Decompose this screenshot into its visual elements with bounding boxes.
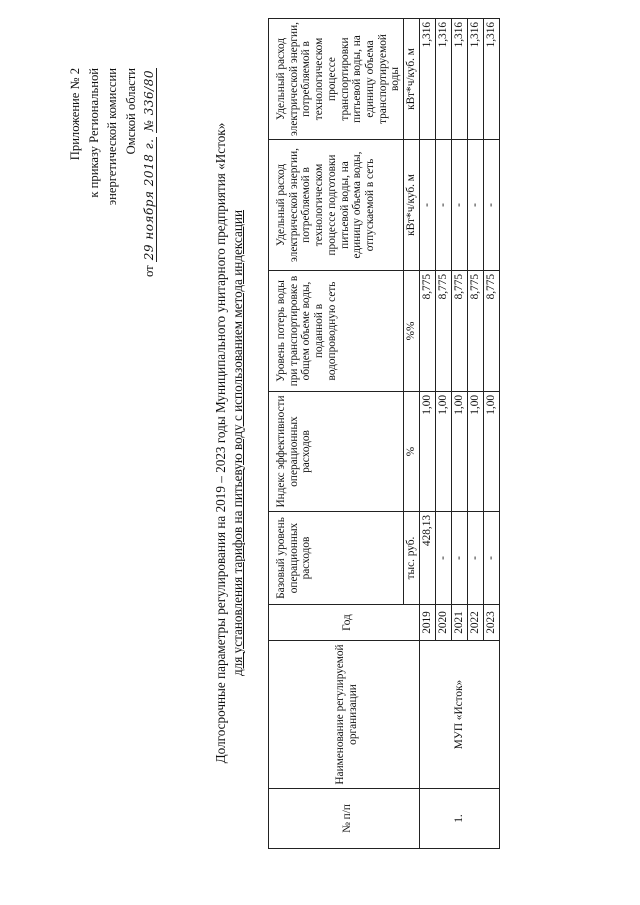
cell-water-losses: 8,775 xyxy=(484,271,500,392)
cell-energy-transport: 1,316 xyxy=(436,19,452,140)
table-row xyxy=(420,19,436,849)
cell-base-opex: - xyxy=(452,512,468,605)
cell-energy-transport: 1,316 xyxy=(468,19,484,140)
header-organization: Наименование регулируемой организации xyxy=(269,641,420,789)
header-energy-transport: Удельный расход электрической энергии, потребляемой в технологическом процессе транспортировки питьевой воды, на единицу объема транспортируемой воды xyxy=(269,19,404,140)
header-efficiency-index: Индекс эффективности операционных расходов xyxy=(269,392,404,512)
cell-energy-transport: 1,316 xyxy=(452,19,468,140)
cell-year: 2022 xyxy=(468,605,484,641)
date-prefix: от xyxy=(142,265,156,277)
appendix-number: Приложение № 2 xyxy=(68,68,82,161)
cell-year: 2021 xyxy=(452,605,468,641)
appendix-region: Омской области xyxy=(123,68,138,155)
cell-year: 2019 xyxy=(420,605,436,641)
title-line-2: для установления тарифов на питьевую воду с использованием метода индексации xyxy=(229,209,245,677)
cell-energy-preparation: - xyxy=(484,140,500,271)
cell-efficiency-index: 1,00 xyxy=(420,392,436,512)
header-base-opex: Базовый уровень операционных расходов xyxy=(269,512,404,605)
header-energy-preparation: Удельный расход электрической энергии, потребляемой в технологическом процессе подготовки питьевой воды, на единицу объема воды, отпускаемой в сеть xyxy=(269,140,404,271)
unit-base-opex: тыс. руб. xyxy=(404,512,420,605)
cell-energy-transport: 1,316 xyxy=(420,19,436,140)
header-water-losses: Уровень потерь воды при транспортировке в общем объеме воды, поданной в водопроводную сеть xyxy=(269,271,404,392)
organization-name: МУП «Исток» xyxy=(420,641,500,789)
unit-energy-preparation: кВт*ч/куб. м xyxy=(404,140,420,271)
header-year: Год xyxy=(269,605,420,641)
unit-energy-transport: кВт*ч/куб. м xyxy=(404,19,420,140)
cell-water-losses: 8,775 xyxy=(436,271,452,392)
cell-water-losses: 8,775 xyxy=(452,271,468,392)
title-line-1: Долгосрочные параметры регулирования на 2019 – 2023 годы Муниципального унитарного предприятия «Исток» xyxy=(213,122,228,764)
handwritten-number: № 336/80 xyxy=(142,70,156,132)
appendix-header xyxy=(66,68,159,368)
cell-efficiency-index: 1,00 xyxy=(468,392,484,512)
appendix-commission: энергетической комиссии xyxy=(105,68,119,206)
table-header-row xyxy=(269,19,404,849)
cell-water-losses: 8,775 xyxy=(420,271,436,392)
appendix-date-line xyxy=(140,68,159,368)
cell-energy-transport: 1,316 xyxy=(484,19,500,140)
cell-base-opex: 428,13 xyxy=(420,512,436,605)
handwritten-date: 29 ноября 2018 г. xyxy=(142,138,156,261)
unit-water-losses: %% xyxy=(404,271,420,392)
cell-energy-preparation: - xyxy=(468,140,484,271)
cell-year: 2020 xyxy=(436,605,452,641)
cell-energy-preparation: - xyxy=(452,140,468,271)
cell-efficiency-index: 1,00 xyxy=(484,392,500,512)
parameters-table xyxy=(268,18,500,849)
cell-year: 2023 xyxy=(484,605,500,641)
document-title xyxy=(213,63,246,823)
unit-efficiency-index: % xyxy=(404,392,420,512)
cell-base-opex: - xyxy=(484,512,500,605)
cell-energy-preparation: - xyxy=(420,140,436,271)
cell-energy-preparation: - xyxy=(436,140,452,271)
appendix-order-ref: к приказу Региональной xyxy=(86,68,101,198)
cell-base-opex: - xyxy=(436,512,452,605)
cell-base-opex: - xyxy=(468,512,484,605)
cell-efficiency-index: 1,00 xyxy=(452,392,468,512)
cell-efficiency-index: 1,00 xyxy=(436,392,452,512)
header-number: № п/п xyxy=(269,789,420,849)
cell-water-losses: 8,775 xyxy=(468,271,484,392)
row-number: 1. xyxy=(420,789,500,849)
